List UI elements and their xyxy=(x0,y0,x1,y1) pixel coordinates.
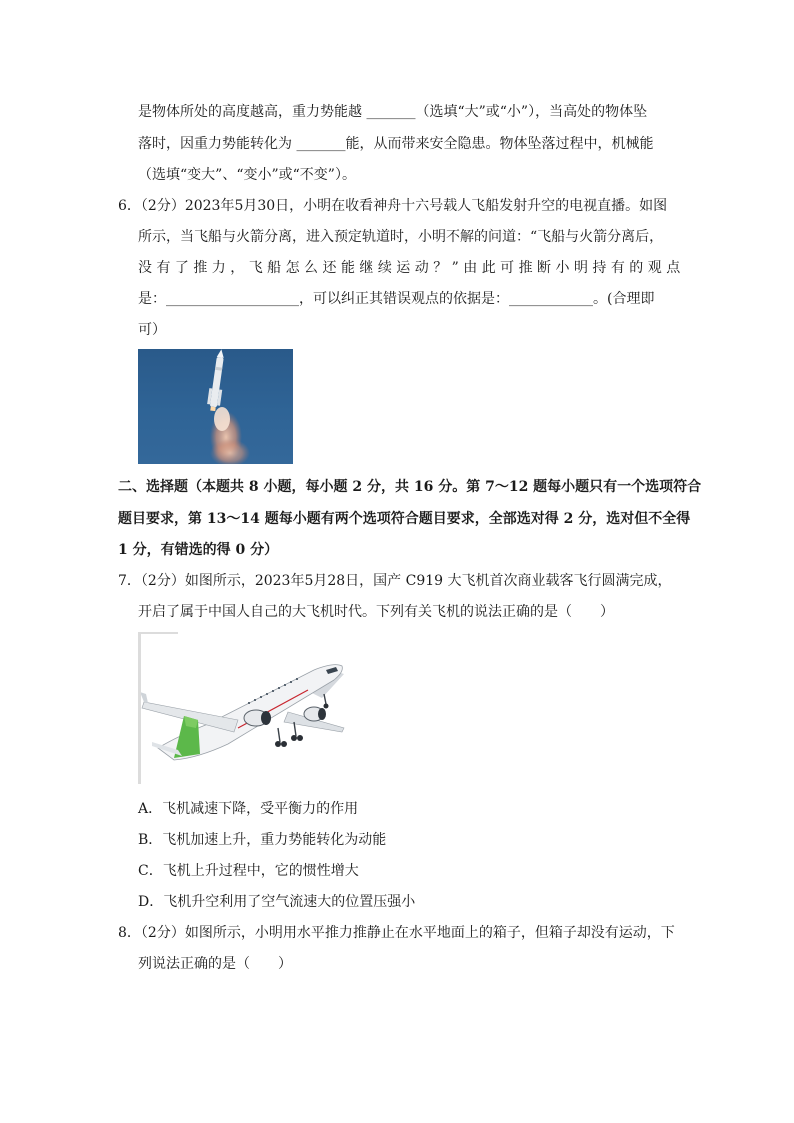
q6-line-4: 是：___________________，可以纠正其错误观点的依据是：____________。(合理即 xyxy=(138,291,655,307)
q7-option-c: C．飞机上升过程中，它的惯性增大 xyxy=(138,863,359,879)
q8-line-2: 列说法正确的是（ ） xyxy=(138,956,292,972)
rocket-icon xyxy=(138,349,293,464)
figure-frame-top xyxy=(138,632,178,634)
airplane-icon xyxy=(138,632,354,784)
q7-line-1: 7．（2分）如图所示，2023年5月28日，国产 C919 大飞机首次商业载客飞行圆满完成， xyxy=(118,573,672,589)
q7-option-b: B．飞机加速上升，重力势能转化为动能 xyxy=(138,832,387,848)
q5-line-2: 落时，因重力势能转化为 _______能，从而带来安全隐患。物体坠落过程中，机械能 xyxy=(138,136,654,152)
rocket-launch-image xyxy=(138,349,293,464)
figure-frame-left xyxy=(138,632,141,784)
section-2-line-3: 1 分，有错选的得 0 分） xyxy=(118,542,279,558)
q7-line-2: 开启了属于中国人自己的大飞机时代。下列有关飞机的说法正确的是（ ） xyxy=(138,604,614,620)
q5-line-3: （选填“变大”、“变小”或“不变”）。 xyxy=(138,167,356,183)
q8-line-1: 8．（2分）如图所示，小明用水平推力推静止在水平地面上的箱子，但箱子却没有运动，下 xyxy=(118,925,675,941)
q5-line-1: 是物体所处的高度越高，重力势能越 _______（选填“大”或“小”），当高处的物体坠 xyxy=(138,104,648,120)
q7-option-d: D．飞机升空利用了空气流速大的位置压强小 xyxy=(138,894,416,910)
section-2-line-2: 题目要求，第 13～14 题每小题有两个选项符合题目要求，全部选对得 2 分，选对但不全得 xyxy=(118,511,691,527)
q6-line-2: 所示，当飞船与火箭分离，进入预定轨道时，小明不解的问道：“飞船与火箭分离后， xyxy=(138,229,664,245)
q6-line-5: 可） xyxy=(138,322,166,338)
q6-line-3: 没 有 了 推 力 ， 飞 船 怎 么 还 能 继 续 运 动 ？ ” 由 此 可 推 断 小 明 持 有 的 观 点 xyxy=(138,260,681,276)
q6-line-1: 6．（2分）2023年5月30日，小明在收看神舟十六号载人飞船发射升空的电视直播。如图 xyxy=(118,198,668,214)
q7-option-a: A．飞机减速下降，受平衡力的作用 xyxy=(138,801,359,817)
section-2-line-1: 二、选择题（本题共 8 小题，每小题 2 分，共 16 分。第 7～12 题每小题只有一个选项符合 xyxy=(118,479,702,495)
airplane-image xyxy=(138,632,354,784)
